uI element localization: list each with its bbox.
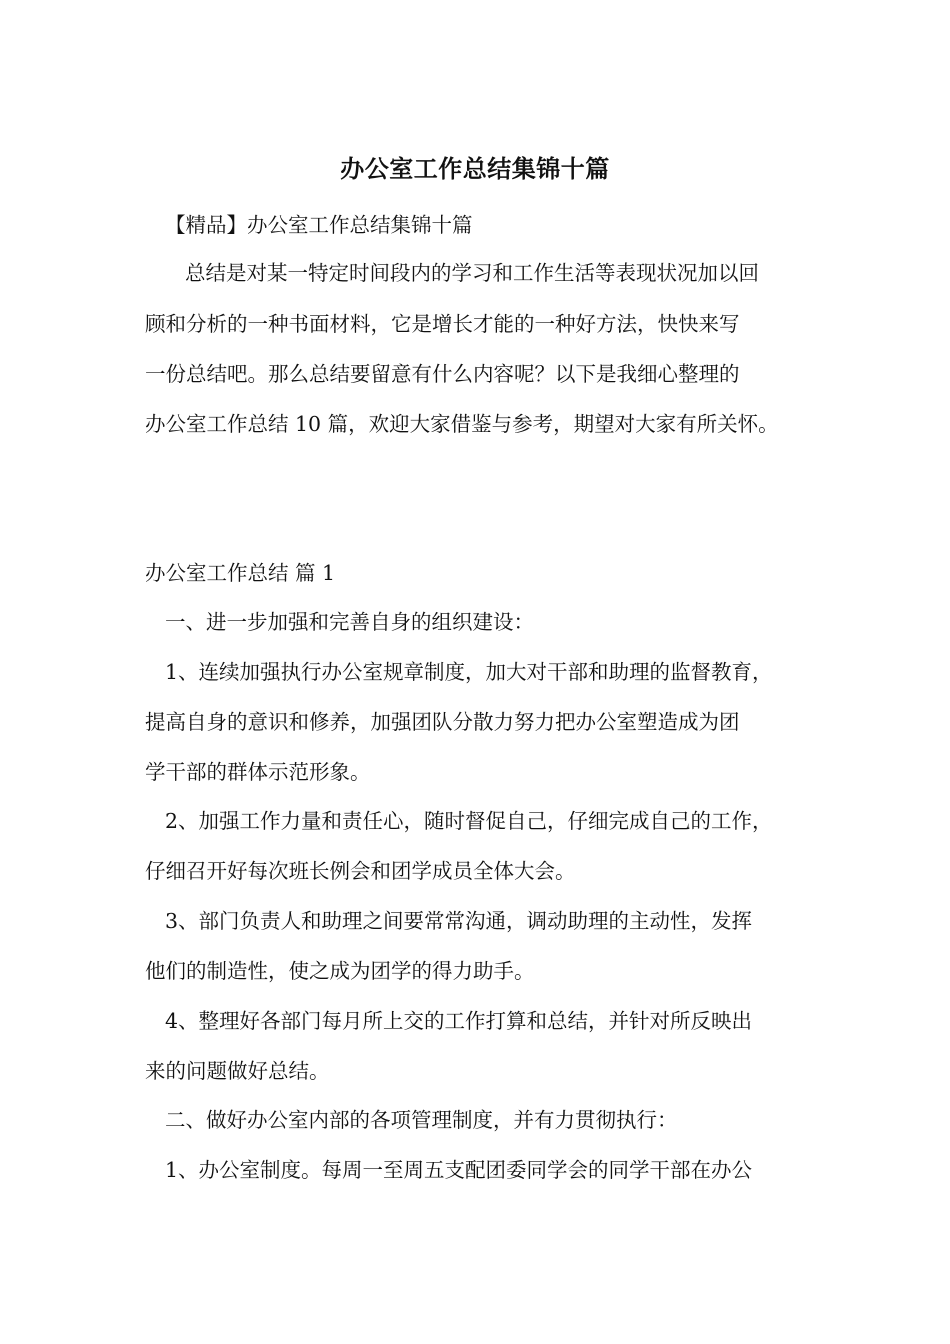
body-line: 1、连续加强执行办公室规章制度，加大对干部和助理的监督教育， (165, 660, 773, 684)
body-line: 2、加强工作力量和责任心，随时督促自己，仔细完成自己的工作， (165, 809, 773, 833)
intro-line: 办公室工作总结 10 篇，欢迎大家借鉴与参考，期望对大家有所关怀。 (145, 412, 779, 436)
body-line: 他们的制造性，使之成为团学的得力助手。 (145, 959, 535, 983)
body-line: 1、办公室制度。每周一至周五支配团委同学会的同学干部在办公 (165, 1158, 753, 1182)
document-subtitle: 【精品】办公室工作总结集锦十篇 (165, 213, 473, 237)
section-heading: 办公室工作总结 篇 1 (145, 561, 336, 585)
intro-line: 顾和分析的一种书面材料，它是增长才能的一种好方法，快快来写 (145, 312, 740, 336)
body-line: 提高自身的意识和修养，加强团队分散力努力把办公室塑造成为团 (145, 710, 740, 734)
body-line: 仔细召开好每次班长例会和团学成员全体大会。 (145, 859, 576, 883)
body-line: 3、部门负责人和助理之间要常常沟通，调动助理的主动性，发挥 (165, 909, 753, 933)
intro-line: 总结是对某一特定时间段内的学习和工作生活等表现状况加以回 (185, 261, 759, 285)
body-line: 学干部的群体示范形象。 (145, 760, 371, 784)
body-line: 二、做好办公室内部的各项管理制度，并有力贯彻执行： (165, 1108, 678, 1132)
body-line: 一、进一步加强和完善自身的组织建设： (165, 610, 534, 634)
intro-line: 一份总结吧。那么总结要留意有什么内容呢？以下是我细心整理的 (145, 362, 740, 386)
document-title: 办公室工作总结集锦十篇 (340, 154, 610, 183)
body-line: 来的问题做好总结。 (145, 1059, 330, 1083)
body-line: 4、整理好各部门每月所上交的工作打算和总结，并针对所反映出 (165, 1009, 753, 1033)
